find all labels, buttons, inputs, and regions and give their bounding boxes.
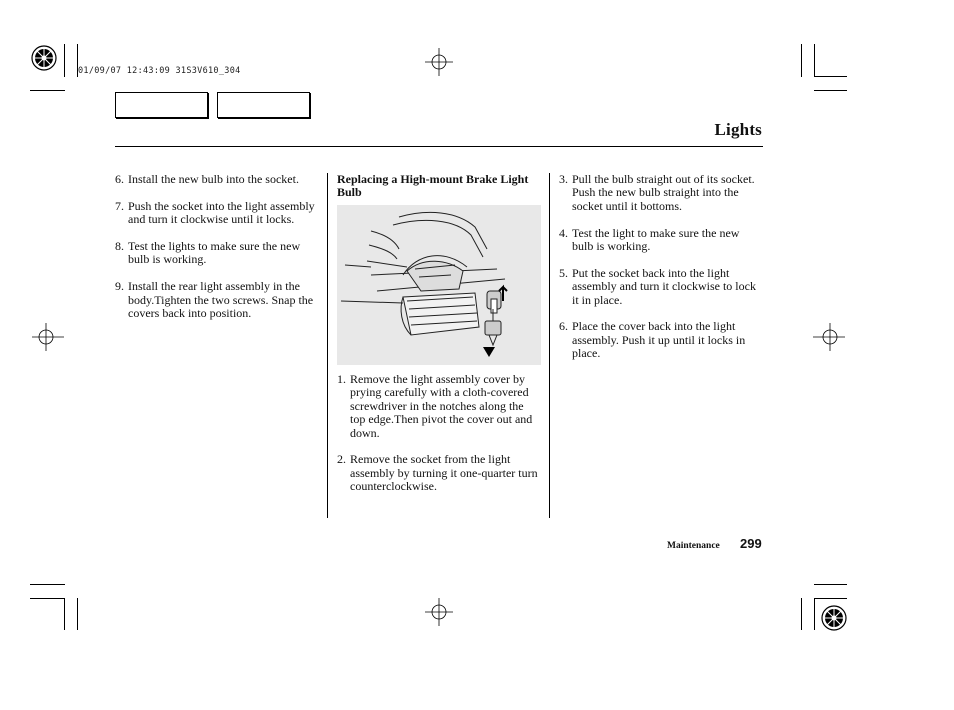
- header-tab-box: [115, 92, 208, 118]
- step-text: Place the cover back into the light assembly. Push it up until it locks in place.: [572, 319, 746, 361]
- crosshair-icon: [425, 598, 453, 626]
- page-title: Lights: [714, 120, 762, 139]
- step-text: Install the rear light assembly in the body.Tighten the two screws. Snap the covers back into position.: [128, 279, 314, 321]
- step-item: 9. Install the rear light assembly in the body.Tighten the two screws. Snap the covers back into position.: [115, 279, 314, 321]
- crosshair-icon: [32, 323, 64, 351]
- step-text: Pull the bulb straight out of its socket.: [572, 172, 755, 186]
- step-item: 7. Push the socket into the light assembly and turn it clockwise until it locks.: [115, 198, 315, 227]
- step-item: 3. Pull the bulb straight out of its socket. Push the new bulb straight into the socket until it bottoms.: [559, 172, 755, 213]
- header-tab-box: [217, 92, 310, 118]
- page-number: 299: [740, 536, 762, 551]
- step-text: Test the lights to make sure the new bulb is working.: [128, 239, 301, 267]
- step-text: Push the new bulb straight into the socket until it bottoms.: [572, 185, 739, 213]
- brake-light-illustration: [337, 205, 541, 365]
- column-divider: [327, 173, 328, 518]
- step-text: Push the socket into the light assembly and turn it clockwise until it locks.: [128, 198, 315, 227]
- section-heading: Replacing a High-mount Brake Light Bulb: [337, 172, 529, 200]
- column-3: [559, 173, 763, 374]
- registration-target-icon: [28, 42, 64, 78]
- column-divider: [549, 173, 550, 518]
- step-item: 5. Put the socket back into the light assembly and turn it clockwise to lock it in place.: [559, 265, 756, 307]
- brake-light-assembly-icon: [337, 205, 541, 365]
- print-stamp: 01/09/07 12:43:09 31S3V610_304: [78, 66, 241, 76]
- step-text: Remove the socket from the light assembly by turning it one-quarter turn counterclockwise.: [350, 452, 538, 494]
- column-2: [337, 173, 541, 200]
- step-text: Put the socket back into the light assembly and turn it clockwise to lock it in place.: [572, 265, 756, 307]
- step-item: 1. Remove the light assembly cover by prying carefully with a cloth-covered screwdriver in the notches along the top edge.Then pivot the cover out and down.: [337, 372, 533, 440]
- footer-section-label: Maintenance: [667, 541, 720, 551]
- step-text: Test the light to make sure the new bulb is working.: [572, 225, 740, 254]
- registration-target-icon: [818, 602, 850, 634]
- step-text: Remove the light assembly cover by prying carefully with a cloth-covered screwdriver in the notches along the top edge.Then pivot the cover out and down.: [350, 372, 533, 440]
- title-rule: [115, 146, 763, 147]
- step-item: 6. Place the cover back into the light assembly. Push it up until it locks in place.: [559, 319, 746, 361]
- step-item: 8. Test the lights to make sure the new bulb is working.: [115, 239, 301, 267]
- crosshair-icon: [425, 48, 453, 76]
- column-2-steps: [337, 373, 541, 507]
- column-1: [115, 173, 321, 334]
- step-text: Install the new bulb into the socket.: [128, 172, 299, 186]
- step-item: 2. Remove the socket from the light assembly by turning it one-quarter turn counterclockwise.: [337, 452, 538, 494]
- crosshair-icon: [813, 323, 845, 351]
- step-item: 4. Test the light to make sure the new bulb is working.: [559, 225, 740, 254]
- step-item: 6. Install the new bulb into the socket.: [115, 172, 299, 186]
